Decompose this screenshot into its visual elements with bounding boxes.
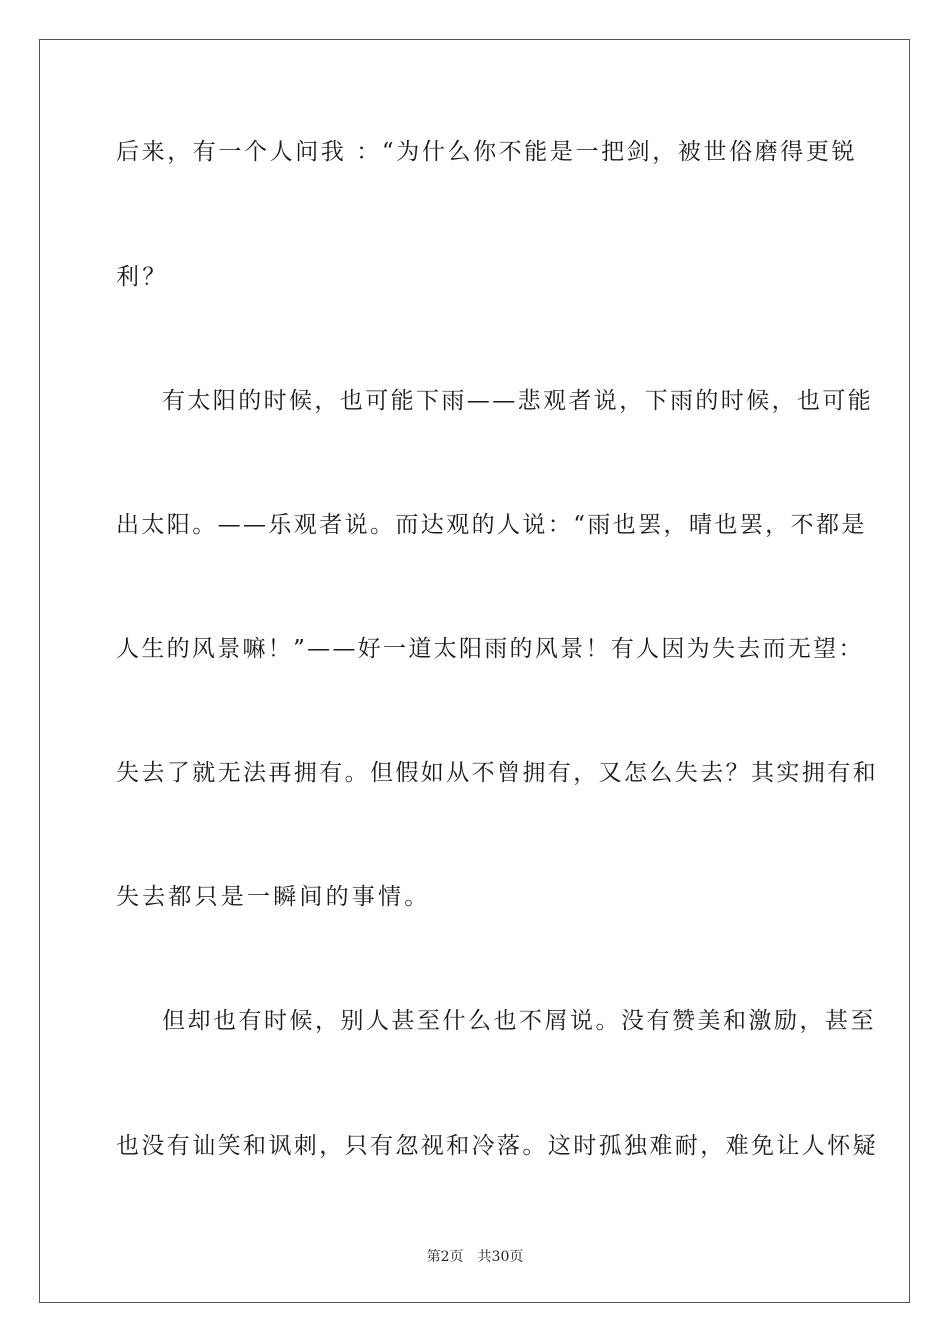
text-line: 但却也有时候，别人甚至什么也不屑说。没有赞美和激励，甚至 (162, 1008, 876, 1034)
page-number: 第2页 (426, 1249, 464, 1265)
text-line: 利？ (116, 264, 169, 290)
page-footer (0, 1248, 950, 1266)
text-line: 失去了就无法再拥有。但假如从不曾拥有，又怎么失去？其实拥有和 (116, 760, 878, 786)
text-line: 人生的风景嘛！”——好一道太阳雨的风景！有人因为失去而无望： (116, 636, 864, 662)
text-line: 也没有讪笑和讽刺，只有忽视和冷落。这时孤独难耐，难免让人怀疑 (116, 1133, 878, 1159)
text-line: 后来，有一个人问我 ：“为什么你不能是一把剑，被世俗磨得更锐 (116, 139, 858, 165)
total-pages: 共30页 (477, 1249, 524, 1265)
text-line: 出太阳。——乐观者说。而达观的人说：“雨也罢，晴也罢，不都是 (116, 512, 867, 538)
text-line: 失去都只是一瞬间的事情。 (116, 884, 431, 910)
text-line: 有太阳的时候，也可能下雨——悲观者说，下雨的时候，也可能 (162, 388, 874, 414)
page-border (39, 39, 910, 1303)
